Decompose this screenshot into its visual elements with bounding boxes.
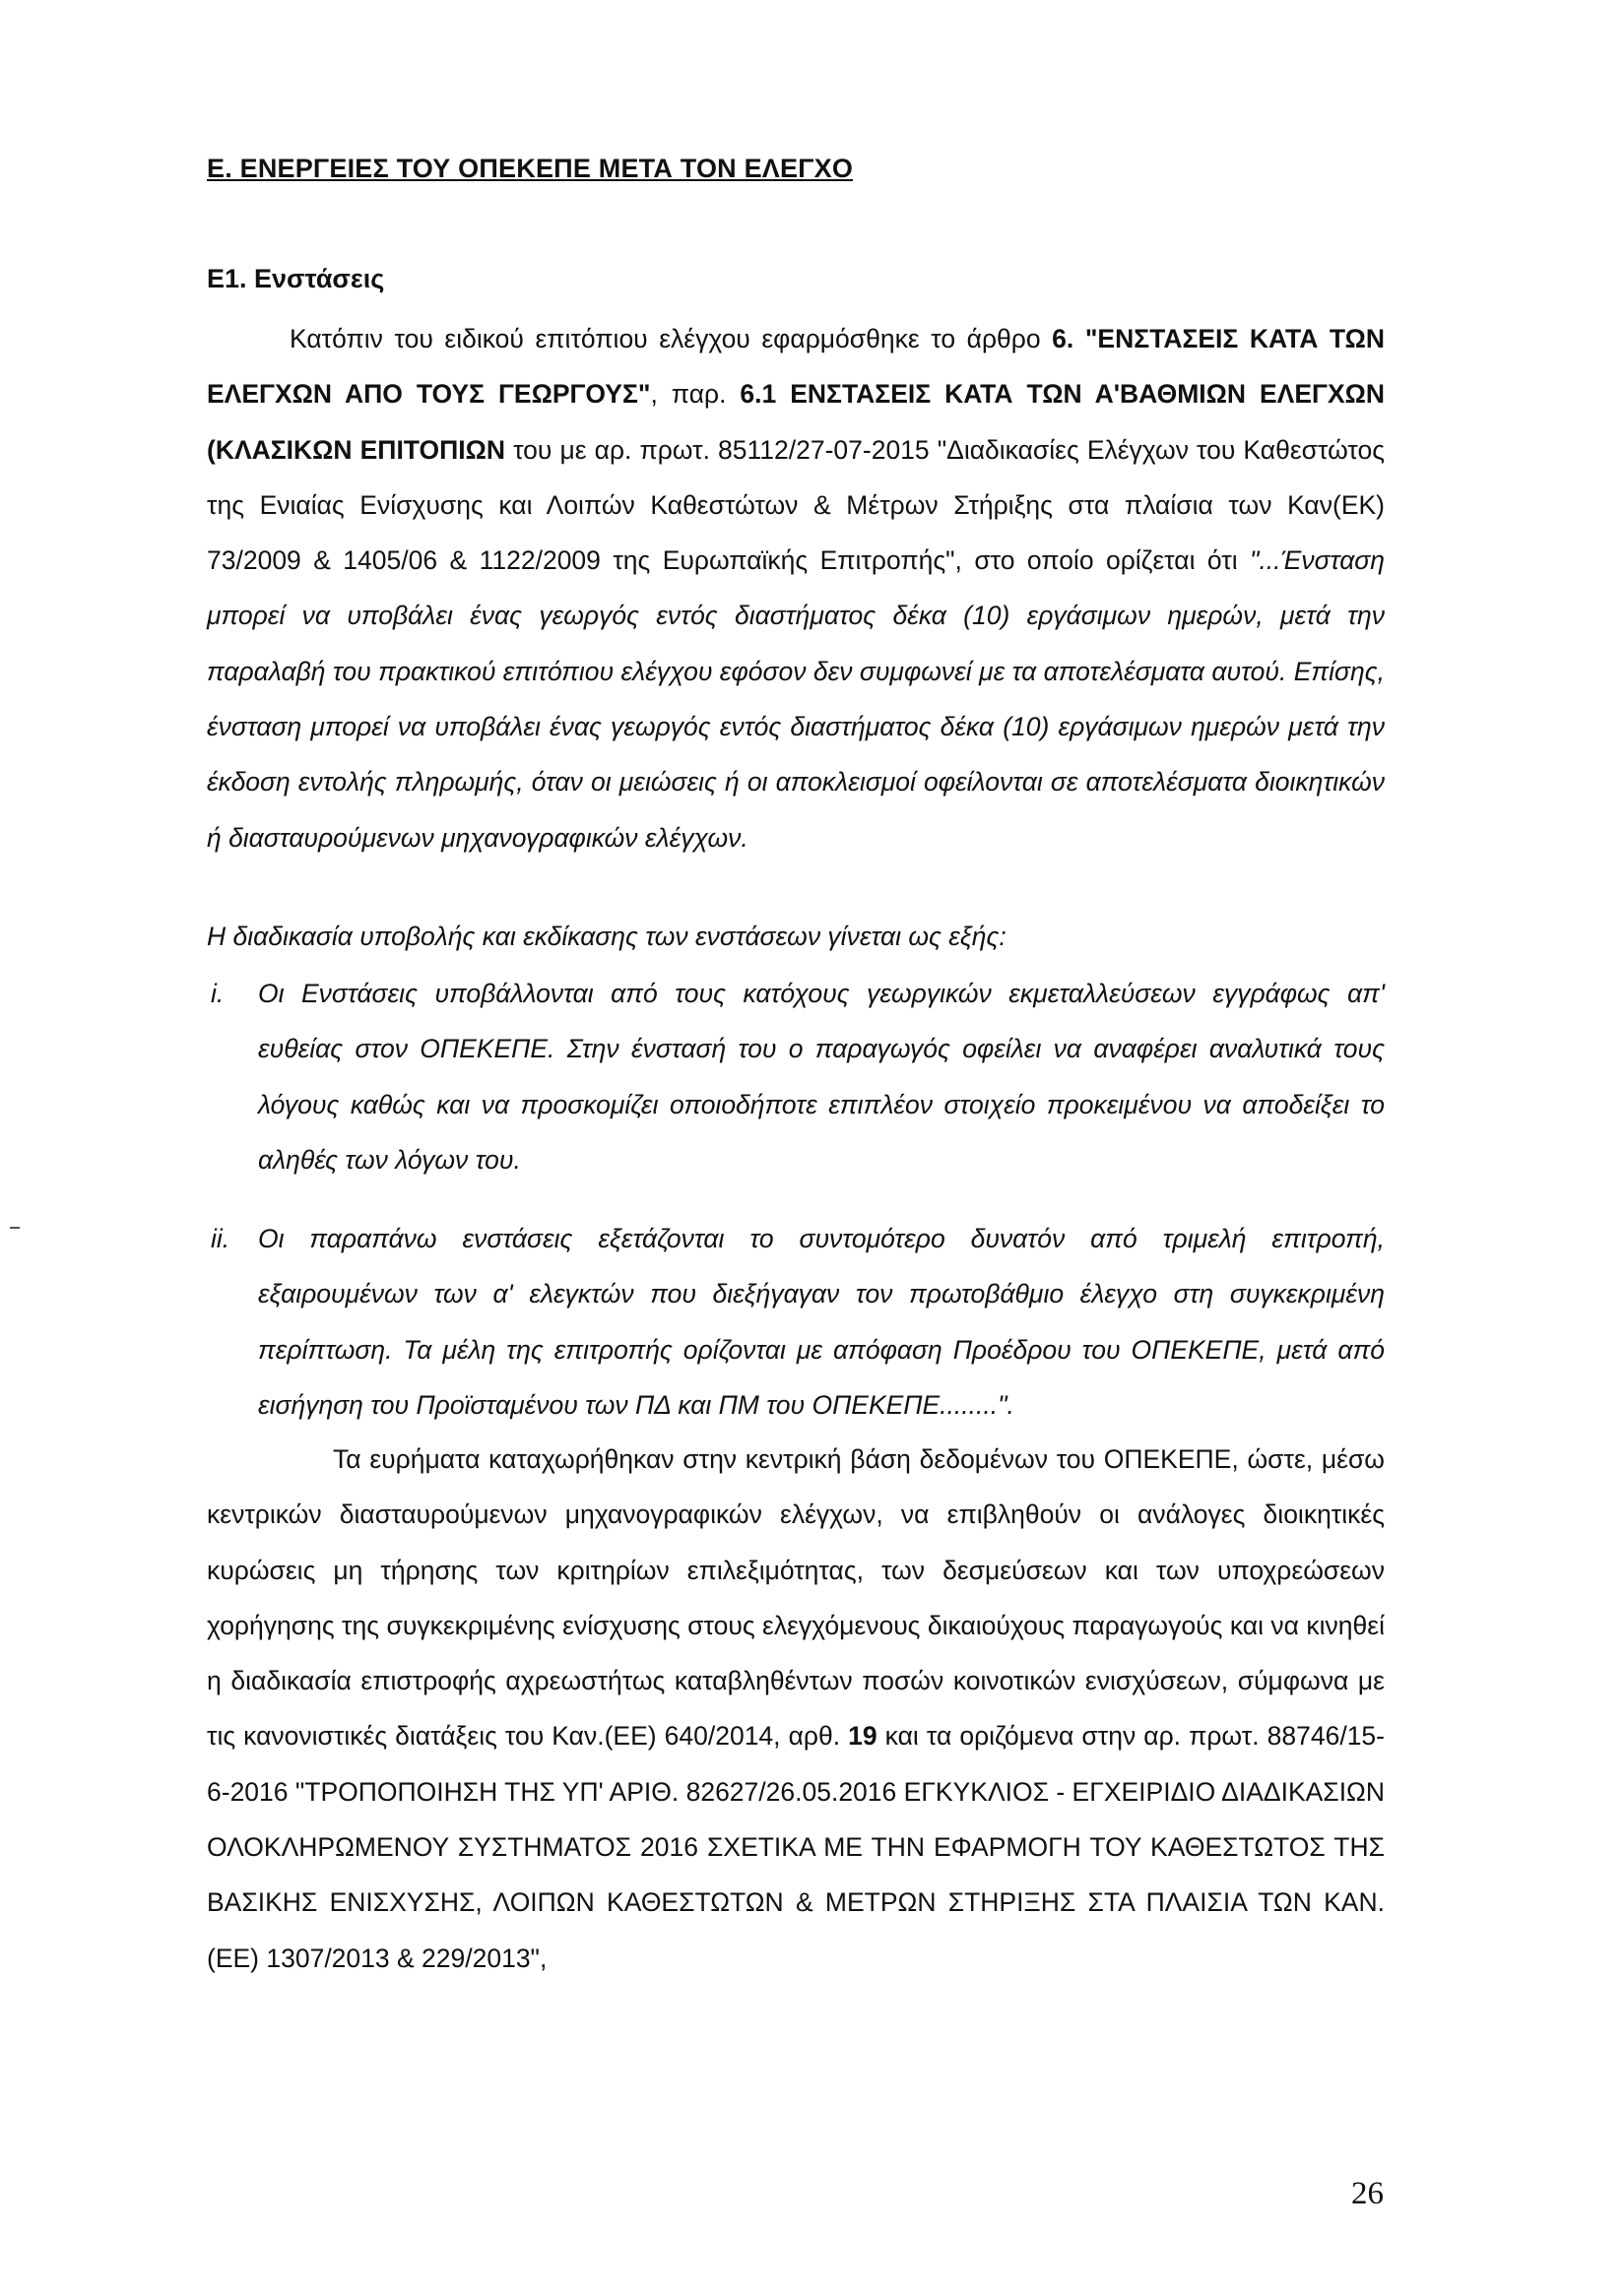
paragraph-text: Τα ευρήματα καταχωρήθηκαν στην κεντρική βάση δεδομένων του ΟΠΕΚΕΠΕ, ώστε, μέσω κεντρικών διασταυρούμενων μηχανογραφικών ελέγχων, να επιβληθούν οι ανάλογες διοικητικές κυρώσεις μη τήρησης των κριτηρίων επιλεξιμότητας, των δεσμεύσεων και των υποχρεώσεων χορήγησης της συγκεκριμένης ενίσχυσης στους ελεγχόμενους δικαιούχους παραγωγούς και να κινηθεί η διαδικασία επιστροφής αχρεωστήτως καταβληθέντων ποσών κοινοτικών ενισχύσεων, σύμφωνα με τις κανονιστικές διατάξεις του Καν.(ΕΕ) 640/2014, αρθ. xyxy=(207,1444,1385,1752)
article-reference: 6. "ΕΝΣΤΑΣΕΙΣ ΚΑΤΑ ΤΩΝ ΕΛΕΓΧΩΝ ΑΠΟ ΤΟΥΣ ΓΕΩΡΓΟΥΣ" xyxy=(207,324,1385,410)
section-heading: Ε. ΕΝΕΡΓΕΙΕΣ ΤΟΥ ΟΠΕΚΕΠΕ ΜΕΤΑ ΤΟΝ ΕΛΕΓΧΟ xyxy=(207,154,854,183)
subsection-heading: Ε1. Ενστάσεις xyxy=(207,264,385,293)
page-number: 26 xyxy=(1351,2176,1384,2211)
list-item-text: Οι παραπάνω ενστάσεις εξετάζονται το συντομότερο δυνατόν από τριμελή επιτροπή, εξαιρουμένων των α' ελεγκτών που διεξήγαγαν τον πρωτοβάθμιο έλεγχο στη συγκεκριμένη περίπτωση. Τα μέλη της επιτροπής ορίζονται με απόφαση Προέδρου του ΟΠΕΚΕΠΕ, μετά από εισήγηση του Προϊσταμένου των ΠΔ και ΠΜ του ΟΠΕΚΕΠΕ........". xyxy=(258,1224,1385,1420)
paragraph-text: του με αρ. πρωτ. 85112/27-07-2015 "Διαδικασίες Ελέγχων του Καθεστώτος της Ενιαίας Ενίσχυσης και Λοιπών Καθεστώτων & Μέτρων Στήριξης στα πλαίσια των Καν(ΕΚ) 73/2009 & 1405/06 & 1122/2009 της Ευρωπαϊκής Επιτροπής", στο οποίο ορίζεται ότι xyxy=(207,434,1385,576)
paragraph-text: και τα οριζόμενα στην αρ. πρωτ. 88746/15-6-2016 "ΤΡΟΠΟΠΟΙΗΣΗ ΤΗΣ ΥΠ' ΑΡΙΘ. 82627/26.05.2016 ΕΓΚΥΚΛΙΟΣ - ΕΓΧΕΙΡΙΔΙΟ ΔΙΑΔΙΚΑΣΙΩΝ ΟΛΟΚΛΗΡΩΜΕΝΟΥ ΣΥΣΤΗΜΑΤΟΣ 2016 ΣΧΕΤΙΚΑ ΜΕ ΤΗΝ ΕΦΑΡΜΟΓΗ ΤΟΥ ΚΑΘΕΣΤΩΤΟΣ ΤΗΣ ΒΑΣΙΚΗΣ ΕΝΙΣΧΥΣΗΣ, ΛΟΙΠΩΝ ΚΑΘΕΣΤΩΤΩΝ & ΜΕΤΡΩΝ ΣΤΗΡΙΞΗΣ ΣΤΑ ΠΛΑΙΣΙΑ ΤΩΝ ΚΑΝ. (ΕΕ) 1307/2013 & 229/2013", xyxy=(207,1721,1385,1973)
list-item-text: Οι Ενστάσεις υποβάλλονται από τους κατόχους γεωργικών εκμεταλλεύσεων εγγράφως απ' ευθείας στον ΟΠΕΚΕΠΕ. Στην ένστασή του ο παραγωγός οφείλει να αναφέρει αναλυτικά τους λόγους καθώς και να προσκομίζει οποιοδήποτε επιπλέον στοιχείο προκειμένου να αποδείξει το αληθές των λόγων του. xyxy=(258,979,1385,1175)
list-item-number: i. xyxy=(211,979,225,1008)
list-item-number: ii. xyxy=(211,1224,230,1253)
list-item xyxy=(207,1211,1385,1433)
paragraph-findings xyxy=(207,1432,1385,1986)
paragraph-reference: 6.1 ΕΝΣΤΑΣΕΙΣ ΚΑΤΑ ΤΩΝ Α'ΒΑΘΜΙΩΝ ΕΛΕΓΧΩΝ (ΚΛΑΣΙΚΩΝ ΕΠΙΤΟΠΙΩΝ xyxy=(207,379,1385,465)
list-item xyxy=(207,966,1385,1187)
article-number: 19 xyxy=(848,1721,877,1752)
paragraph-objections-intro xyxy=(207,311,1385,865)
margin-mark xyxy=(10,1227,20,1229)
procedure-intro: Η διαδικασία υποβολής και εκδίκασης των ενστάσεων γίνεται ως εξής: xyxy=(207,922,1007,951)
paragraph-text: , παρ. xyxy=(650,379,741,410)
quoted-regulation: "...Ένσταση μπορεί να υποβάλει ένας γεωργός εντός διαστήματος δέκα (10) εργάσιμων ημερών, μετά την παραλαβή του πρακτικού επιτόπιου ελέγχου εφόσον δεν συμφωνεί με τα αποτελέσματα αυτού. Επίσης, ένσταση μπορεί να υποβάλει ένας γεωργός εντός διαστήματος δέκα (10) εργάσιμων ημερών μετά την έκδοση εντολής πληρωμής, όταν οι μειώσεις ή οι αποκλεισμοί οφείλονται σε αποτελέσματα διοικητικών ή διασταυρούμενων μηχανογραφικών ελέγχων. xyxy=(207,545,1385,853)
paragraph-text: Κατόπιν του ειδικού επιτόπιου ελέγχου εφαρμόσθηκε το άρθρο xyxy=(290,324,1053,353)
